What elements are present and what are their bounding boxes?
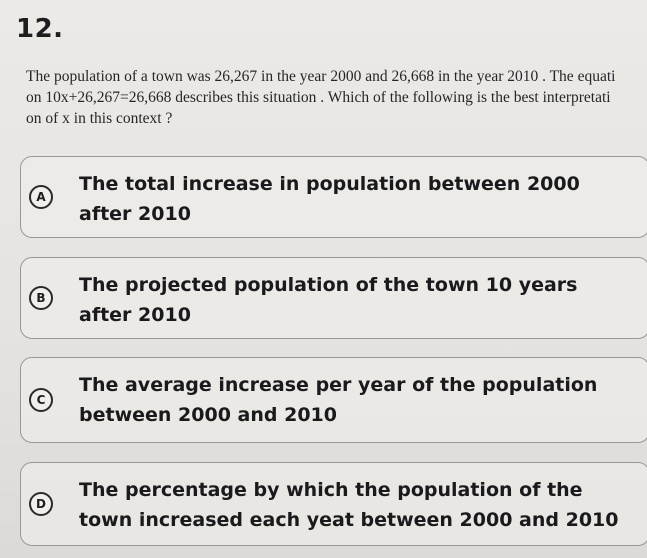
choice-b-text: The projected population of the town 10 years after 2010 <box>79 274 578 326</box>
choice-c-text: The average increase per year of the population between 2000 and 2010 <box>79 374 598 426</box>
question-stem: The population of a town was 26,267 in the year 2000 and 26,668 in the year 2010 . The equati on 10x+26,267=26,668 describes this situation . Which of the following is the best interpretati on of x in this context ? <box>26 68 616 127</box>
choice-a-text: The total increase in population between 2000 after 2010 <box>79 173 580 225</box>
question-number: 12. <box>16 14 64 44</box>
choice-c-letter-badge: C <box>29 388 53 412</box>
answer-choice-d[interactable] <box>20 462 647 546</box>
choice-d-text: The percentage by which the population of the town increased each yeat between 2000 and 2010 <box>79 479 619 531</box>
answer-choice-a[interactable] <box>20 156 647 238</box>
answer-choice-b[interactable] <box>20 257 647 339</box>
choice-d-letter-badge: D <box>29 492 53 516</box>
choice-a-letter-badge: A <box>29 185 53 209</box>
choice-b-letter-badge: B <box>29 286 53 310</box>
answer-choice-c[interactable] <box>20 357 647 443</box>
